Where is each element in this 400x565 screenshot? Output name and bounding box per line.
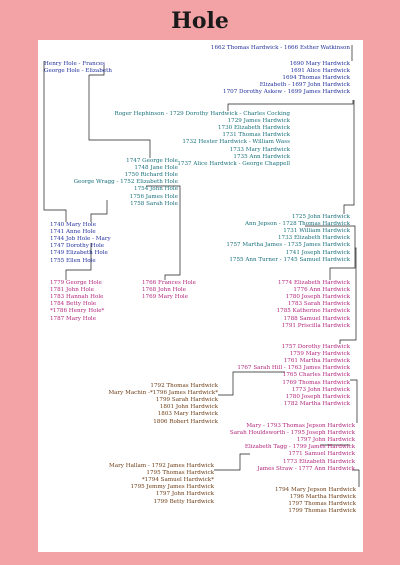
- connector: [91, 200, 107, 222]
- person-entry: 1803 Mary Hardwick: [157, 411, 218, 418]
- person-entry: 1794 Mary Jepson Hardwick: [274, 487, 356, 493]
- connector: [214, 454, 250, 470]
- person-entry: 1731 William Hardwick: [283, 228, 350, 235]
- person-entry: Elizabeth Tagg - 1799 James Hardwick: [244, 444, 355, 451]
- person-entry: 1797 John Hardwick: [155, 491, 214, 498]
- person-entry: 1773 John Hardwick: [291, 386, 350, 393]
- person-entry: 1749 Elizabeth Hole: [50, 250, 108, 257]
- person-entry: Ann Jepson - 1728 Thomas Hardwick: [244, 221, 350, 228]
- person-entry: 1785 Katherine Hardwick: [276, 308, 350, 315]
- person-entry: 1691 Alice Hardwick: [290, 68, 350, 75]
- person-entry: 1783 Sarah Hardwick: [287, 301, 350, 308]
- person-entry: 1766 Frances Hole: [142, 280, 196, 286]
- person-entry: 1741 Anne Hole: [50, 229, 96, 236]
- person-entry: 1801 John Hardwick: [159, 404, 218, 411]
- person-entry: 1767 Sarah Hill - 1763 James Hardwick: [237, 365, 350, 372]
- person-entry: 1771 Samuel Hardwick: [288, 451, 355, 458]
- connector: [350, 380, 357, 423]
- person-entry: 1730 Elizabeth Hardwick: [217, 125, 290, 132]
- person-entry: 1806 Robert Hardwick: [153, 418, 218, 425]
- person-entry: 1737 Alice Hardwick - George Chappell: [177, 160, 290, 167]
- person-entry: 1776 Ann Hardwick: [293, 287, 350, 294]
- person-entry: *1794 Samuel Hardwick*: [141, 477, 214, 484]
- person-entry: 1796 Martha Hardwick: [289, 494, 356, 501]
- person-entry: 1780 Joseph Hardwick: [285, 393, 350, 400]
- connector: [44, 61, 66, 222]
- person-entry: Sarah Houldsworth - 1795 Joseph Hardwick: [229, 430, 355, 437]
- person-entry: 1799 Thomas Hardwick: [288, 508, 356, 515]
- person-entry: 1662 Thomas Hardwick - 1666 Esther Watkinson: [210, 45, 350, 51]
- person-entry: 1733 Elizabeth Hardwick: [277, 235, 350, 242]
- person-entry: 1787 Mary Hole: [50, 315, 97, 322]
- page-title: Hole: [171, 8, 229, 34]
- person-entry: 1735 Ann Hardwick: [233, 153, 290, 160]
- person-entry: 1792 Thomas Hardwick: [150, 383, 218, 389]
- person-entry: Roger Hephinson - 1729 Dorothy Hardwick - Charles Cocking: [114, 111, 290, 117]
- person-entry: George Wragg - 1752 Elizabeth Hole: [73, 179, 178, 186]
- person-entry: 1754 John Hole: [134, 186, 178, 193]
- person-entry: 1755 Ellen Hole: [50, 257, 96, 264]
- person-entry: 1795 Thomas Hardwick: [146, 470, 214, 477]
- person-entry: 1755 Ann Turner - 1745 Samuel Hardwick: [229, 256, 350, 263]
- person-entry: 1799 Betty Hardwick: [153, 498, 214, 505]
- person-entry: 1795 Jemmy James Hardwick: [130, 484, 214, 491]
- person-entry: George Hole - Elizabeth: [44, 68, 112, 75]
- connector: [344, 100, 354, 214]
- person-entry: 1758 Sarah Hole: [130, 200, 178, 207]
- person-entry: 1757 Dorothy Hardwick: [281, 344, 350, 350]
- person-entry: 1748 Jane Hole: [134, 165, 178, 172]
- person-entry: Henry Hole - Frances: [44, 61, 106, 67]
- person-entry: 1780 Joseph Hardwick: [285, 294, 350, 301]
- person-entry: 1774 Elizabeth Hardwick: [277, 280, 350, 286]
- person-entry: 1791 Priscilla Hardwick: [281, 322, 350, 329]
- person-entry: 1750 Richard Hole: [124, 172, 178, 179]
- person-entry: 1769 Mary Hole: [142, 294, 189, 301]
- person-entry: 1784 Betty Hole: [50, 301, 97, 308]
- person-entry: 1757 Martha James - 1735 James Hardwick: [226, 242, 350, 249]
- person-entry: 1782 Martha Hardwick: [283, 400, 350, 407]
- person-entry: 1732 Hester Hardwick - William Wass: [182, 139, 290, 146]
- person-entry: 1797 John Hardwick: [296, 437, 355, 444]
- person-entry: 1779 George Hole: [50, 280, 102, 286]
- person-entry: 1707 Dorothy Askew - 1699 James Hardwick: [223, 89, 350, 96]
- person-entry: Mary Hallam - 1792 James Hardwick: [109, 463, 214, 469]
- person-entry: Elizabeth - 1697 John Hardwick: [259, 82, 350, 89]
- person-entry: 1744 Job Hole - Mary: [50, 236, 111, 243]
- person-entry: 1747 George Hole: [126, 158, 178, 164]
- connector: [218, 372, 285, 395]
- person-entry: 1690 Mary Hardwick: [289, 61, 350, 67]
- person-entry: Mary - 1793 Thomas Jepson Hardwick: [246, 423, 355, 429]
- person-entry: James Straw - 1777 Ann Hardwick: [257, 465, 355, 472]
- person-entry: 1731 Thomas Hardwick: [222, 132, 290, 139]
- person-entry: 1788 Samuel Hardwick: [283, 315, 350, 322]
- person-entry: 1729 James Hardwick: [227, 118, 290, 125]
- person-entry: 1768 John Hole: [142, 287, 186, 294]
- person-entry: 1761 Martha Hardwick: [283, 358, 350, 365]
- person-entry: 1797 Thomas Hardwick: [288, 501, 356, 508]
- person-entry: 1783 Hannah Hole: [50, 294, 104, 301]
- person-entry: 1773 Elizabeth Hardwick: [282, 458, 355, 465]
- person-entry: 1799 Sarah Hardwick: [155, 397, 218, 404]
- person-entry: 1756 James Hole: [129, 193, 178, 200]
- person-entry: 1694 Thomas Hardwick: [282, 75, 350, 82]
- person-entry: 1781 John Hole: [50, 287, 94, 294]
- person-entry: 1769 Thomas Hardwick: [282, 379, 350, 386]
- person-entry: *1786 Henry Hole*: [50, 308, 105, 315]
- person-entry: 1740 Mary Hole: [50, 222, 97, 228]
- person-entry: 1733 Mary Hardwick: [229, 146, 290, 153]
- person-entry: 1765 Charles Hardwick: [282, 372, 350, 379]
- person-entry: 1759 Mary Hardwick: [289, 351, 350, 358]
- person-entry: 1741 Joseph Hardwick: [285, 249, 350, 256]
- person-entry: Mary Machin -*1796 James Hardwick*: [108, 390, 218, 397]
- connector: [228, 100, 353, 111]
- person-entry: 1747 Dorothy Hole: [50, 243, 105, 250]
- person-entry: 1725 John Hardwick: [291, 214, 350, 220]
